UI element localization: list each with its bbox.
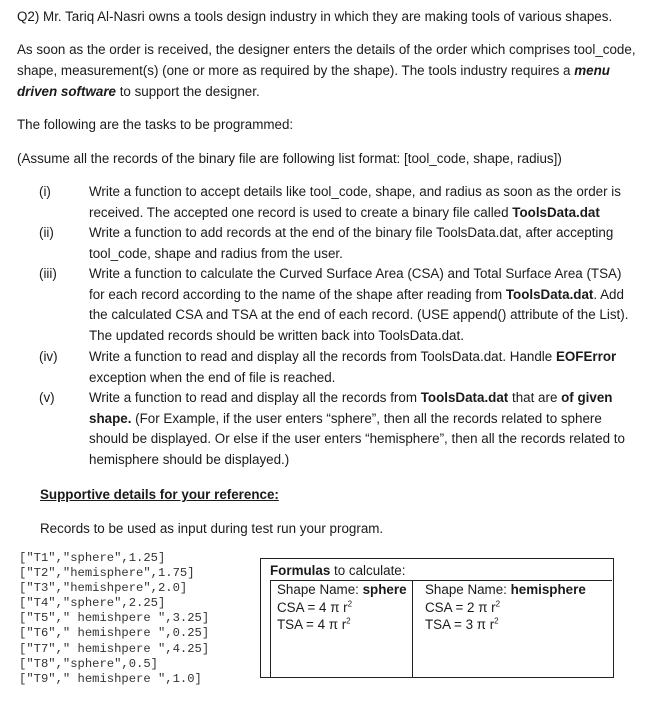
hemisphere-formulas <box>413 581 613 678</box>
csa-formula <box>277 599 412 617</box>
tsa-formula <box>277 616 412 634</box>
record-line: ["T7"," hemishpere ",4.25] <box>19 641 210 656</box>
task-text-part: that are <box>508 390 562 405</box>
question-heading: Q2) Mr. Tariq Al-Nasri owns a tools design industry in which they are making tools of various shapes. <box>17 9 613 24</box>
supportive-details-heading: Supportive details for your reference: <box>40 487 279 502</box>
record-line: ["T8","sphere",0.5] <box>19 656 158 671</box>
shape-name-label: Shape Name: <box>277 582 363 597</box>
task-text-part: exception when the end of file is reached. <box>89 369 336 385</box>
csa-text: CSA = 4 π r <box>277 599 348 615</box>
formulas-title <box>270 563 405 579</box>
shape-name-row <box>277 581 412 599</box>
task-text <box>89 264 637 346</box>
sphere-formulas <box>271 581 413 678</box>
task-text-part: Write a function to read and display all the records from ToolsData.dat. Handle <box>89 349 556 364</box>
task-text-part: (For Example, if the user enters “sphere”, then all the records related to sphere should be displayed. Or else if the user enters “hemisphere”, then all the records related to hemisphere should be displayed.) <box>89 410 625 467</box>
records-list <box>19 551 209 687</box>
exponent: 2 <box>346 616 351 626</box>
shape-name-label: Shape Name: <box>425 582 511 597</box>
task-number: (iii) <box>39 266 57 281</box>
task-text: Write a function to add records at the end of the binary file ToolsData.dat, after accepting tool_code, shape and radius from the user. <box>89 225 614 261</box>
formulas-box <box>260 558 614 678</box>
csa-text: CSA = 2 π r <box>425 599 496 615</box>
task-text <box>89 347 637 388</box>
shape-name-value: hemisphere <box>510 582 586 597</box>
records-intro: Records to be used as input during test run your program. <box>40 521 384 536</box>
formulas-table <box>270 580 612 677</box>
task-number: (ii) <box>39 225 54 240</box>
task-number: (iv) <box>39 349 58 364</box>
tasks-intro: The following are the tasks to be programmed: <box>17 117 294 132</box>
record-line: ["T9"," hemishpere ",1.0] <box>19 671 202 686</box>
record-line: ["T2","hemisphere",1.75] <box>19 566 195 581</box>
intro-text-1: As soon as the order is received, the designer enters the details of the order which comprises tool_code, shape, measurement(s) (one or more as required by the shape). The tools industry requires a <box>17 42 636 78</box>
task-number: (v) <box>39 390 55 405</box>
task-text-part: . Add the calculated CSA and TSA at the end of each record. (USE append() attribute of the List). The updated records should be written back into ToolsData.dat. <box>89 286 629 343</box>
intro-paragraph <box>17 39 647 102</box>
task-number: (i) <box>39 184 51 199</box>
exponent: 2 <box>494 616 499 626</box>
formulas-title-rest: to calculate: <box>330 563 406 578</box>
given-shape-emphasis: of given shape. <box>89 390 613 426</box>
record-line: ["T4","sphere",2.25] <box>19 596 166 611</box>
record-line: ["T1","sphere",1.25] <box>19 551 166 565</box>
file-name-emphasis: ToolsData.dat <box>512 204 600 220</box>
assumption-note: (Assume all the records of the binary file are following list format: [tool_code, shape, radius]) <box>17 151 562 166</box>
exponent: 2 <box>495 599 501 609</box>
record-line: ["T6"," hemishpere ",0.25] <box>19 626 210 641</box>
task-text-part: Write a function to accept details like tool_code, shape, and radius as soon as the order is received. The accepted one record is used to create a binary file called <box>89 184 621 220</box>
intro-text-2: to support the designer. <box>115 84 260 99</box>
task-text <box>89 182 637 223</box>
menu-driven-emphasis: menu driven software <box>17 63 610 99</box>
task-text-part: Write a function to calculate the Curved Surface Area (CSA) and Total Surface Area (TSA) for each record according to the name of the shape after reading from <box>89 266 622 302</box>
shape-name-row <box>425 581 613 599</box>
task-text <box>89 388 637 470</box>
record-line: ["T3","hemishpere",2.0] <box>19 581 188 596</box>
formulas-title-bold: Formulas <box>270 563 331 578</box>
task-text-part: Write a function to read and display all the records from <box>89 390 421 405</box>
csa-formula <box>425 599 613 617</box>
file-name-emphasis: ToolsData.dat <box>420 390 509 405</box>
exponent: 2 <box>347 599 353 609</box>
shape-name-value: sphere <box>362 582 407 597</box>
exception-name-emphasis: EOFError <box>555 349 617 364</box>
tsa-text: TSA = 3 π r <box>425 617 495 632</box>
tsa-text: TSA = 4 π r <box>277 617 347 632</box>
file-name-emphasis: ToolsData.dat <box>505 286 594 302</box>
tsa-formula <box>425 616 613 634</box>
record-line: ["T5"," hemishpere ",3.25] <box>19 611 210 626</box>
